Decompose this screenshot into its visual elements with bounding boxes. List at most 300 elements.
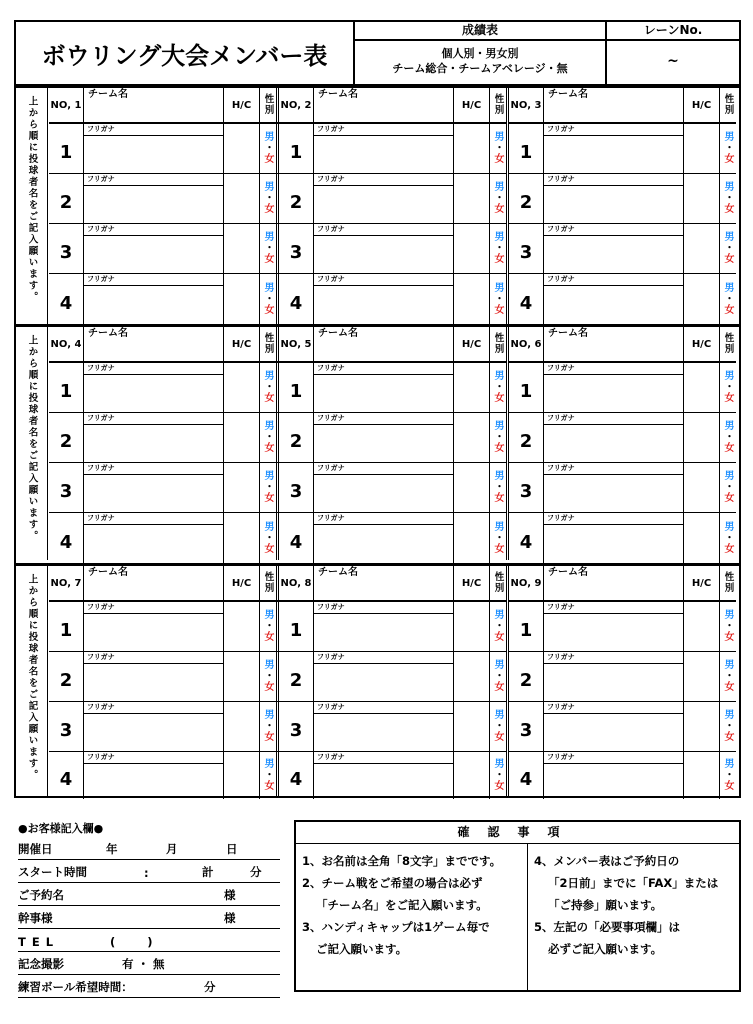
bowler-name-field[interactable] bbox=[544, 463, 684, 512]
sex-header-bottom: 別 bbox=[724, 583, 735, 594]
team-number: NO, 6 bbox=[509, 327, 544, 361]
team-number: NO, 4 bbox=[49, 327, 84, 361]
handicap-field[interactable] bbox=[684, 513, 720, 563]
handicap-header: H/C bbox=[224, 327, 260, 361]
bowler-row bbox=[49, 413, 279, 463]
male-option[interactable]: 男 bbox=[494, 182, 505, 193]
event-date-field[interactable] bbox=[18, 837, 280, 860]
male-option[interactable]: 男 bbox=[264, 471, 275, 482]
sex-selector[interactable] bbox=[720, 602, 739, 651]
team-block bbox=[49, 327, 279, 560]
handicap-field[interactable] bbox=[684, 363, 720, 412]
bowler-order-number: 1 bbox=[49, 602, 84, 651]
bowler-row bbox=[279, 274, 506, 324]
sex-header-bottom: 別 bbox=[264, 344, 275, 355]
handicap-field[interactable] bbox=[224, 224, 260, 273]
sex-separator: ・ bbox=[494, 770, 505, 781]
bowler-order-number: 2 bbox=[49, 413, 84, 462]
handicap-header: H/C bbox=[454, 88, 490, 122]
customer-section bbox=[18, 820, 280, 998]
bowler-row bbox=[279, 174, 506, 224]
bowler-name-field[interactable] bbox=[84, 702, 224, 751]
sex-separator: ・ bbox=[264, 143, 275, 154]
sex-header bbox=[720, 566, 739, 600]
bowler-row bbox=[49, 513, 279, 563]
sex-separator: ・ bbox=[724, 621, 735, 632]
note-line: 3、ハンディキャップは1ゲーム毎で bbox=[302, 920, 490, 934]
start-time-field[interactable] bbox=[18, 860, 280, 883]
male-option[interactable]: 男 bbox=[264, 610, 275, 621]
form-header bbox=[14, 20, 741, 86]
note-line: 「2日前」までに「FAX」または bbox=[548, 876, 719, 890]
male-option[interactable]: 男 bbox=[724, 232, 735, 243]
male-option[interactable]: 男 bbox=[264, 759, 275, 770]
team-name-field[interactable]: チーム名 bbox=[314, 327, 454, 361]
team-name-field[interactable]: チーム名 bbox=[314, 566, 454, 600]
month-unit: 月 bbox=[166, 842, 178, 856]
team-block bbox=[276, 327, 506, 560]
handicap-field[interactable] bbox=[224, 752, 260, 799]
handicap-header: H/C bbox=[454, 566, 490, 600]
bowler-name-field[interactable] bbox=[84, 413, 224, 462]
team-number: NO, 9 bbox=[509, 566, 544, 600]
male-option[interactable]: 男 bbox=[724, 421, 735, 432]
sex-header-top: 性 bbox=[494, 333, 505, 344]
handicap-field[interactable] bbox=[454, 463, 490, 512]
handicap-field[interactable] bbox=[684, 413, 720, 462]
handicap-field[interactable] bbox=[224, 363, 260, 412]
bowler-name-field[interactable] bbox=[84, 124, 224, 173]
female-option[interactable]: 女 bbox=[724, 254, 735, 265]
bowler-name-field[interactable] bbox=[544, 413, 684, 462]
sex-header bbox=[720, 327, 739, 361]
female-option[interactable]: 女 bbox=[724, 781, 735, 792]
sex-header-top: 性 bbox=[264, 333, 275, 344]
sex-selector[interactable] bbox=[720, 274, 739, 324]
bowler-name-field[interactable] bbox=[84, 174, 224, 223]
bowler-row bbox=[49, 602, 279, 652]
handicap-field[interactable] bbox=[454, 124, 490, 173]
male-option[interactable]: 男 bbox=[264, 282, 275, 294]
bowler-name-field[interactable] bbox=[84, 652, 224, 701]
practice-time-field[interactable] bbox=[18, 975, 280, 998]
sex-selector[interactable] bbox=[720, 652, 739, 701]
male-option[interactable]: 男 bbox=[494, 421, 505, 432]
team-header bbox=[509, 88, 736, 124]
male-option[interactable]: 男 bbox=[264, 521, 275, 533]
female-option[interactable]: 女 bbox=[494, 254, 505, 265]
male-option[interactable]: 男 bbox=[724, 759, 735, 770]
sex-selector[interactable] bbox=[720, 174, 739, 223]
team-name-field[interactable]: チーム名 bbox=[544, 566, 684, 600]
bowler-name-field[interactable] bbox=[544, 363, 684, 412]
female-option[interactable]: 女 bbox=[264, 493, 275, 504]
handicap-field[interactable] bbox=[454, 702, 490, 751]
team-header bbox=[279, 327, 506, 363]
male-option[interactable]: 男 bbox=[494, 371, 505, 382]
sex-header-top: 性 bbox=[724, 572, 735, 583]
handicap-field[interactable] bbox=[684, 602, 720, 651]
note-line: 必ずご記入願います。 bbox=[548, 942, 663, 956]
female-option[interactable]: 女 bbox=[264, 304, 275, 316]
photo-label: 記念撮影 bbox=[18, 957, 64, 971]
bowler-name-field[interactable] bbox=[314, 224, 454, 273]
bowler-name-field[interactable] bbox=[84, 224, 224, 273]
female-option[interactable]: 女 bbox=[264, 254, 275, 265]
bowler-row bbox=[509, 413, 736, 463]
bowler-name-field[interactable] bbox=[314, 513, 454, 563]
team-name-field[interactable]: チーム名 bbox=[84, 566, 224, 600]
female-option[interactable]: 女 bbox=[494, 732, 505, 743]
bowler-row bbox=[49, 174, 279, 224]
handicap-field[interactable] bbox=[454, 174, 490, 223]
handicap-field[interactable] bbox=[684, 274, 720, 324]
furigana-label: フリガナ bbox=[84, 413, 223, 425]
team-band bbox=[16, 563, 739, 796]
team-name-field[interactable]: チーム名 bbox=[544, 88, 684, 122]
female-option[interactable]: 女 bbox=[264, 781, 275, 792]
team-block bbox=[49, 88, 279, 324]
bowler-name-field[interactable] bbox=[314, 752, 454, 799]
furigana-label: フリガナ bbox=[314, 752, 453, 764]
handicap-field[interactable] bbox=[684, 463, 720, 512]
female-option[interactable]: 女 bbox=[264, 543, 275, 555]
male-option[interactable]: 男 bbox=[494, 521, 505, 533]
furigana-label: フリガナ bbox=[314, 363, 453, 375]
handicap-field[interactable] bbox=[454, 752, 490, 799]
female-option[interactable]: 女 bbox=[494, 154, 505, 165]
bowler-order-number: 1 bbox=[279, 602, 314, 651]
sex-header-bottom: 別 bbox=[264, 583, 275, 594]
bowler-name-field[interactable] bbox=[544, 602, 684, 651]
male-option[interactable]: 男 bbox=[724, 471, 735, 482]
note-line: 5、左記の「必要事項欄」は bbox=[534, 920, 681, 934]
male-option[interactable]: 男 bbox=[494, 759, 505, 770]
bowler-name-field[interactable] bbox=[314, 274, 454, 324]
handicap-field[interactable] bbox=[454, 274, 490, 324]
female-option[interactable]: 女 bbox=[494, 781, 505, 792]
male-option[interactable]: 男 bbox=[494, 232, 505, 243]
bowler-name-field[interactable] bbox=[84, 752, 224, 799]
furigana-label: フリガナ bbox=[84, 652, 223, 664]
lane-number-field[interactable]: ~ bbox=[667, 53, 679, 69]
bowler-name-field[interactable] bbox=[314, 124, 454, 173]
male-option[interactable]: 男 bbox=[264, 710, 275, 721]
sex-separator: ・ bbox=[724, 721, 735, 732]
furigana-label: フリガナ bbox=[84, 463, 223, 475]
team-name-field[interactable]: チーム名 bbox=[84, 88, 224, 122]
bowler-order-number: 2 bbox=[49, 652, 84, 701]
photo-options[interactable]: 有 ・ 無 bbox=[122, 957, 165, 971]
sex-selector[interactable] bbox=[720, 513, 739, 563]
sex-header-top: 性 bbox=[264, 572, 275, 583]
handicap-field[interactable] bbox=[684, 702, 720, 751]
male-option[interactable]: 男 bbox=[724, 132, 735, 143]
bowler-order-number: 4 bbox=[49, 752, 84, 799]
bowler-name-field[interactable] bbox=[544, 174, 684, 223]
organizer-label: 幹事様 bbox=[18, 911, 53, 925]
sex-separator: ・ bbox=[724, 432, 735, 443]
bowler-order-number: 3 bbox=[279, 224, 314, 273]
female-option[interactable]: 女 bbox=[724, 682, 735, 693]
handicap-field[interactable] bbox=[454, 513, 490, 563]
bowler-order-number: 4 bbox=[509, 752, 544, 799]
furigana-label: フリガナ bbox=[544, 274, 683, 286]
sex-selector[interactable] bbox=[720, 702, 739, 751]
bowler-name-field[interactable] bbox=[544, 274, 684, 324]
handicap-field[interactable] bbox=[224, 124, 260, 173]
female-option[interactable]: 女 bbox=[724, 204, 735, 215]
bowler-name-field[interactable] bbox=[314, 702, 454, 751]
female-option[interactable]: 女 bbox=[724, 393, 735, 404]
sex-separator: ・ bbox=[724, 143, 735, 154]
start-time-label: スタート時間 bbox=[18, 865, 87, 879]
team-block bbox=[506, 327, 736, 560]
bowler-name-field[interactable] bbox=[544, 652, 684, 701]
female-option[interactable]: 女 bbox=[724, 154, 735, 165]
female-option[interactable]: 女 bbox=[494, 304, 505, 316]
sex-header-bottom: 別 bbox=[724, 344, 735, 355]
handicap-field[interactable] bbox=[224, 413, 260, 462]
handicap-field[interactable] bbox=[454, 602, 490, 651]
bowler-row bbox=[279, 752, 506, 799]
team-number: NO, 8 bbox=[279, 566, 314, 600]
handicap-field[interactable] bbox=[454, 652, 490, 701]
handicap-header: H/C bbox=[224, 88, 260, 122]
bowler-name-field[interactable] bbox=[314, 413, 454, 462]
sex-selector[interactable] bbox=[720, 752, 739, 799]
female-option[interactable]: 女 bbox=[724, 632, 735, 643]
team-header bbox=[49, 88, 279, 124]
female-option[interactable]: 女 bbox=[724, 543, 735, 555]
handicap-field[interactable] bbox=[684, 752, 720, 799]
furigana-label: フリガナ bbox=[84, 363, 223, 375]
bowler-name-field[interactable] bbox=[544, 124, 684, 173]
handicap-header: H/C bbox=[684, 88, 720, 122]
male-option[interactable]: 男 bbox=[494, 610, 505, 621]
note-line: ご記入願います。 bbox=[316, 942, 408, 956]
bowler-name-field[interactable] bbox=[544, 224, 684, 273]
customer-section-title: ●お客様記入欄● bbox=[18, 822, 104, 835]
bowler-row bbox=[279, 513, 506, 563]
bowler-name-field[interactable] bbox=[544, 752, 684, 799]
male-option[interactable]: 男 bbox=[264, 232, 275, 243]
note-line: 1、お名前は全角「8文字」までです。 bbox=[302, 854, 502, 868]
handicap-field[interactable] bbox=[454, 224, 490, 273]
female-option[interactable]: 女 bbox=[264, 632, 275, 643]
handicap-field[interactable] bbox=[224, 702, 260, 751]
bowler-row bbox=[509, 652, 736, 702]
furigana-label: フリガナ bbox=[544, 513, 683, 525]
bowler-name-field[interactable] bbox=[314, 602, 454, 651]
female-option[interactable]: 女 bbox=[494, 393, 505, 404]
sex-header-top: 性 bbox=[494, 94, 505, 105]
practice-minute-unit: 分 bbox=[204, 980, 216, 994]
male-option[interactable]: 男 bbox=[264, 660, 275, 671]
side-instruction bbox=[16, 566, 48, 796]
sex-separator: ・ bbox=[724, 532, 735, 544]
handicap-field[interactable] bbox=[684, 224, 720, 273]
team-name-field[interactable]: チーム名 bbox=[314, 88, 454, 122]
female-option[interactable]: 女 bbox=[264, 732, 275, 743]
furigana-label: フリガナ bbox=[314, 174, 453, 186]
female-option[interactable]: 女 bbox=[264, 204, 275, 215]
female-option[interactable]: 女 bbox=[264, 393, 275, 404]
bowler-row bbox=[509, 174, 736, 224]
bowler-name-field[interactable] bbox=[544, 513, 684, 563]
male-option[interactable]: 男 bbox=[494, 132, 505, 143]
side-instruction-text: 上から順に投球者名をご記入願います。 bbox=[26, 96, 38, 303]
male-option[interactable]: 男 bbox=[724, 610, 735, 621]
female-option[interactable]: 女 bbox=[494, 543, 505, 555]
male-option[interactable]: 男 bbox=[264, 132, 275, 143]
bowler-row bbox=[509, 752, 736, 799]
sex-selector[interactable] bbox=[720, 124, 739, 173]
team-header bbox=[49, 566, 279, 602]
team-band bbox=[16, 88, 739, 324]
bowler-name-field[interactable] bbox=[84, 363, 224, 412]
bowler-name-field[interactable] bbox=[314, 652, 454, 701]
bowler-name-field[interactable] bbox=[314, 174, 454, 223]
tel-field[interactable] bbox=[18, 929, 280, 952]
bowler-row bbox=[509, 513, 736, 563]
male-option[interactable]: 男 bbox=[724, 521, 735, 533]
bowler-name-field[interactable] bbox=[314, 363, 454, 412]
female-option[interactable]: 女 bbox=[494, 204, 505, 215]
female-option[interactable]: 女 bbox=[724, 304, 735, 316]
female-option[interactable]: 女 bbox=[264, 682, 275, 693]
reservation-name-field[interactable] bbox=[18, 883, 280, 906]
furigana-label: フリガナ bbox=[314, 463, 453, 475]
female-option[interactable]: 女 bbox=[264, 443, 275, 454]
male-option[interactable]: 男 bbox=[724, 182, 735, 193]
sex-separator: ・ bbox=[264, 721, 275, 732]
team-block bbox=[506, 566, 736, 796]
bowler-row bbox=[279, 602, 506, 652]
handicap-field[interactable] bbox=[684, 652, 720, 701]
bowler-name-field[interactable] bbox=[544, 702, 684, 751]
female-option[interactable]: 女 bbox=[264, 154, 275, 165]
sex-separator: ・ bbox=[264, 243, 275, 254]
bowler-name-field[interactable] bbox=[314, 463, 454, 512]
sex-header-top: 性 bbox=[264, 94, 275, 105]
sex-separator: ・ bbox=[264, 382, 275, 393]
bowler-row bbox=[509, 463, 736, 513]
score-sheet-options bbox=[355, 41, 605, 76]
furigana-label: フリガナ bbox=[314, 224, 453, 236]
handicap-header: H/C bbox=[454, 327, 490, 361]
day-unit: 日 bbox=[226, 842, 238, 856]
team-name-field[interactable]: チーム名 bbox=[544, 327, 684, 361]
sex-selector[interactable] bbox=[720, 363, 739, 412]
handicap-field[interactable] bbox=[684, 124, 720, 173]
handicap-field[interactable] bbox=[224, 174, 260, 223]
handicap-field[interactable] bbox=[224, 463, 260, 512]
photo-field[interactable] bbox=[18, 952, 280, 975]
bowler-row bbox=[509, 224, 736, 274]
sex-separator: ・ bbox=[724, 193, 735, 204]
male-option[interactable]: 男 bbox=[724, 371, 735, 382]
female-option[interactable]: 女 bbox=[724, 493, 735, 504]
bowler-order-number: 3 bbox=[509, 224, 544, 273]
handicap-field[interactable] bbox=[224, 274, 260, 324]
furigana-label: フリガナ bbox=[544, 124, 683, 136]
male-option[interactable]: 男 bbox=[264, 371, 275, 382]
male-option[interactable]: 男 bbox=[724, 660, 735, 671]
handicap-field[interactable] bbox=[224, 513, 260, 563]
sex-separator: ・ bbox=[264, 532, 275, 544]
male-option[interactable]: 男 bbox=[724, 710, 735, 721]
member-grid bbox=[14, 86, 741, 798]
furigana-label: フリガナ bbox=[84, 513, 223, 525]
side-instruction-text: 上から順に投球者名をご記入願います。 bbox=[26, 335, 38, 542]
team-name-field[interactable]: チーム名 bbox=[84, 327, 224, 361]
female-option[interactable]: 女 bbox=[494, 443, 505, 454]
handicap-field[interactable] bbox=[224, 652, 260, 701]
bowler-order-number: 2 bbox=[279, 174, 314, 223]
male-option[interactable]: 男 bbox=[494, 660, 505, 671]
bowler-name-field[interactable] bbox=[84, 274, 224, 324]
male-option[interactable]: 男 bbox=[724, 282, 735, 294]
bowler-order-number: 3 bbox=[49, 702, 84, 751]
bowler-name-field[interactable] bbox=[84, 463, 224, 512]
male-option[interactable]: 男 bbox=[494, 471, 505, 482]
handicap-field[interactable] bbox=[684, 174, 720, 223]
furigana-label: フリガナ bbox=[314, 602, 453, 614]
female-option[interactable]: 女 bbox=[494, 493, 505, 504]
male-option[interactable]: 男 bbox=[494, 710, 505, 721]
notes-title: 確認事項 bbox=[296, 822, 739, 844]
organizer-field[interactable] bbox=[18, 906, 280, 929]
bowler-order-number: 3 bbox=[509, 702, 544, 751]
male-option[interactable]: 男 bbox=[494, 282, 505, 294]
furigana-label: フリガナ bbox=[544, 463, 683, 475]
notes-right-column bbox=[528, 844, 739, 990]
bowler-name-field[interactable] bbox=[84, 513, 224, 563]
bowler-row bbox=[509, 363, 736, 413]
form-title: ボウリング大会メンバー表 bbox=[16, 22, 355, 84]
handicap-field[interactable] bbox=[454, 363, 490, 412]
bowler-order-number: 4 bbox=[49, 274, 84, 324]
handicap-field[interactable] bbox=[454, 413, 490, 462]
bowler-order-number: 4 bbox=[279, 752, 314, 799]
bowler-order-number: 2 bbox=[279, 413, 314, 462]
sex-selector[interactable] bbox=[720, 224, 739, 273]
sex-separator: ・ bbox=[494, 293, 505, 305]
male-option[interactable]: 男 bbox=[264, 421, 275, 432]
handicap-field[interactable] bbox=[224, 602, 260, 651]
female-option[interactable]: 女 bbox=[724, 443, 735, 454]
female-option[interactable]: 女 bbox=[494, 632, 505, 643]
female-option[interactable]: 女 bbox=[724, 732, 735, 743]
sex-separator: ・ bbox=[264, 671, 275, 682]
sex-selector[interactable] bbox=[720, 413, 739, 462]
sex-separator: ・ bbox=[494, 382, 505, 393]
bowler-order-number: 3 bbox=[509, 463, 544, 512]
furigana-label: フリガナ bbox=[544, 363, 683, 375]
score-option-line-2: チーム総合・チームアベレージ・無 bbox=[392, 62, 568, 75]
bowler-name-field[interactable] bbox=[84, 602, 224, 651]
furigana-label: フリガナ bbox=[84, 602, 223, 614]
sex-selector[interactable] bbox=[720, 463, 739, 512]
bowler-row bbox=[279, 224, 506, 274]
bowler-row bbox=[49, 224, 279, 274]
male-option[interactable]: 男 bbox=[264, 182, 275, 193]
practice-time-label: 練習ボール希望時間： bbox=[18, 980, 133, 994]
sex-header-bottom: 別 bbox=[494, 344, 505, 355]
note-line: 「ご持参」願います。 bbox=[548, 898, 663, 912]
female-option[interactable]: 女 bbox=[494, 682, 505, 693]
